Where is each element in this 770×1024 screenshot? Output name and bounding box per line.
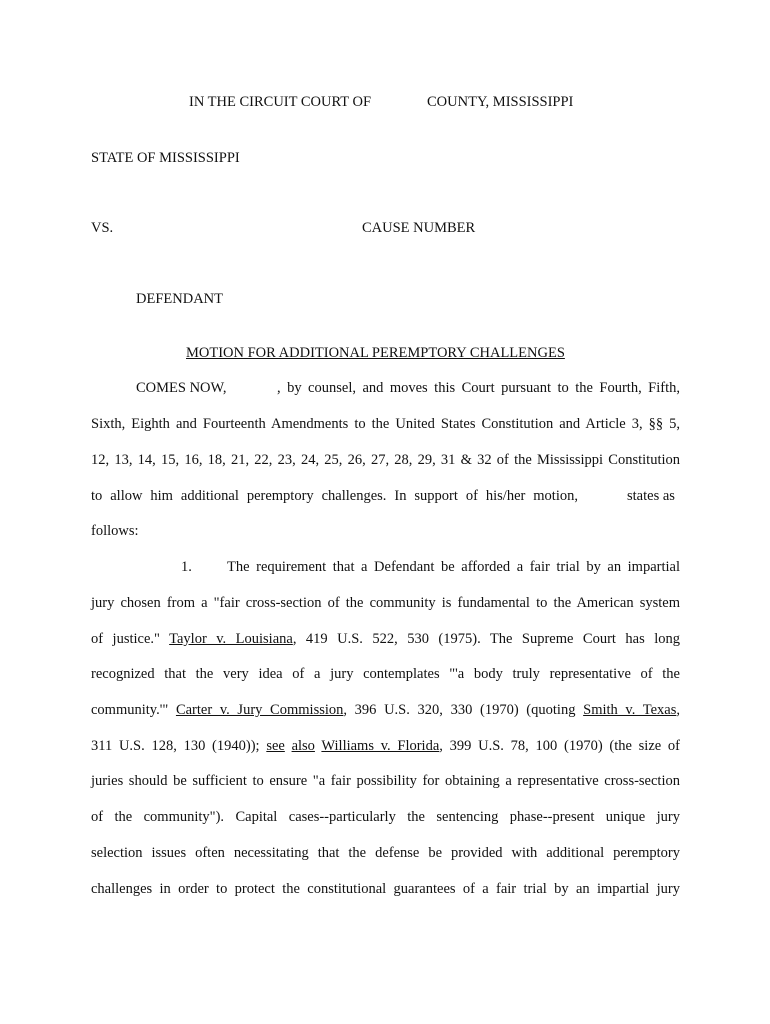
court-heading-left: IN THE CIRCUIT COURT OF [189, 94, 372, 110]
para1-line-6-text-b: , 399 U.S. 78, 100 (1970) (the size of [439, 738, 681, 754]
case-citation-williams: Williams v. Florida [321, 738, 440, 754]
versus-label: VS. [91, 220, 114, 236]
signal-also: also [291, 738, 315, 754]
para1-line-8: of the community"). Capital cases--particularly the sentencing phase--present unique jury [91, 809, 680, 825]
para1-line-6-text-a: 311 U.S. 128, 130 (1940)); [91, 738, 260, 754]
para1-line-5-text-b: , 396 U.S. 320, 330 (1970) (quoting [343, 702, 576, 718]
para1-line-3 [91, 631, 680, 648]
comes-now-text: COMES NOW, [136, 380, 227, 396]
para1-line-6 [91, 738, 680, 755]
signal-see: see [266, 738, 285, 754]
paragraph-number: 1. [181, 559, 192, 575]
para1-line-3-text-a: of justice." [91, 631, 160, 647]
para1-line-7: juries should be sufficient to ensure "a fair possibility for obtaining a representative cross-section [91, 773, 680, 789]
para1-line-2: jury chosen from a "fair cross-section of the community is fundamental to the American system [91, 595, 680, 611]
intro-line-2: Sixth, Eighth and Fourteenth Amendments to the United States Constitution and Article 3, §§ 5, [91, 416, 680, 432]
para1-line-5 [91, 702, 680, 719]
intro-line-4: to allow him additional peremptory challenges. In support of his/her motion, [91, 488, 578, 504]
motion-title: MOTION FOR ADDITIONAL PEREMPTORY CHALLENGES [186, 345, 565, 361]
intro-line-5: follows: [91, 523, 139, 539]
intro-line-3: 12, 13, 14, 15, 16, 18, 21, 22, 23, 24, 25, 26, 27, 28, 29, 31 & 32 of the Mississippi Constitution [91, 452, 680, 468]
case-citation-taylor: Taylor v. Louisiana [169, 631, 293, 647]
para1-line-10: challenges in order to protect the constitutional guarantees of a fair trial by an impartial jury [91, 881, 680, 897]
para1-line-4: recognized that the very idea of a jury contemplates "'a body truly representative of the [91, 666, 680, 682]
cause-number-label: CAUSE NUMBER [362, 220, 476, 236]
para1-line-9: selection issues often necessitating that the defense be provided with additional peremptory [91, 845, 680, 861]
para1-line-5-text-c: , [676, 702, 681, 718]
case-citation-carter: Carter v. Jury Commission [175, 702, 344, 718]
para1-line-1: The requirement that a Defendant be afforded a fair trial by an impartial [227, 559, 680, 575]
intro-line-4-end: states as [627, 488, 675, 504]
para1-line-5-text-a: community.'" [91, 702, 169, 718]
intro-line-1: , by counsel, and moves this Court pursuant to the Fourth, Fifth, [277, 380, 680, 396]
court-heading-right: COUNTY, MISSISSIPPI [427, 94, 574, 110]
case-citation-smith: Smith v. Texas [583, 702, 677, 718]
defendant-label: DEFENDANT [136, 291, 223, 307]
para1-line-3-text-b: , 419 U.S. 522, 530 (1975). The Supreme Court has long [292, 631, 680, 647]
plaintiff-name: STATE OF MISSISSIPPI [91, 150, 240, 166]
